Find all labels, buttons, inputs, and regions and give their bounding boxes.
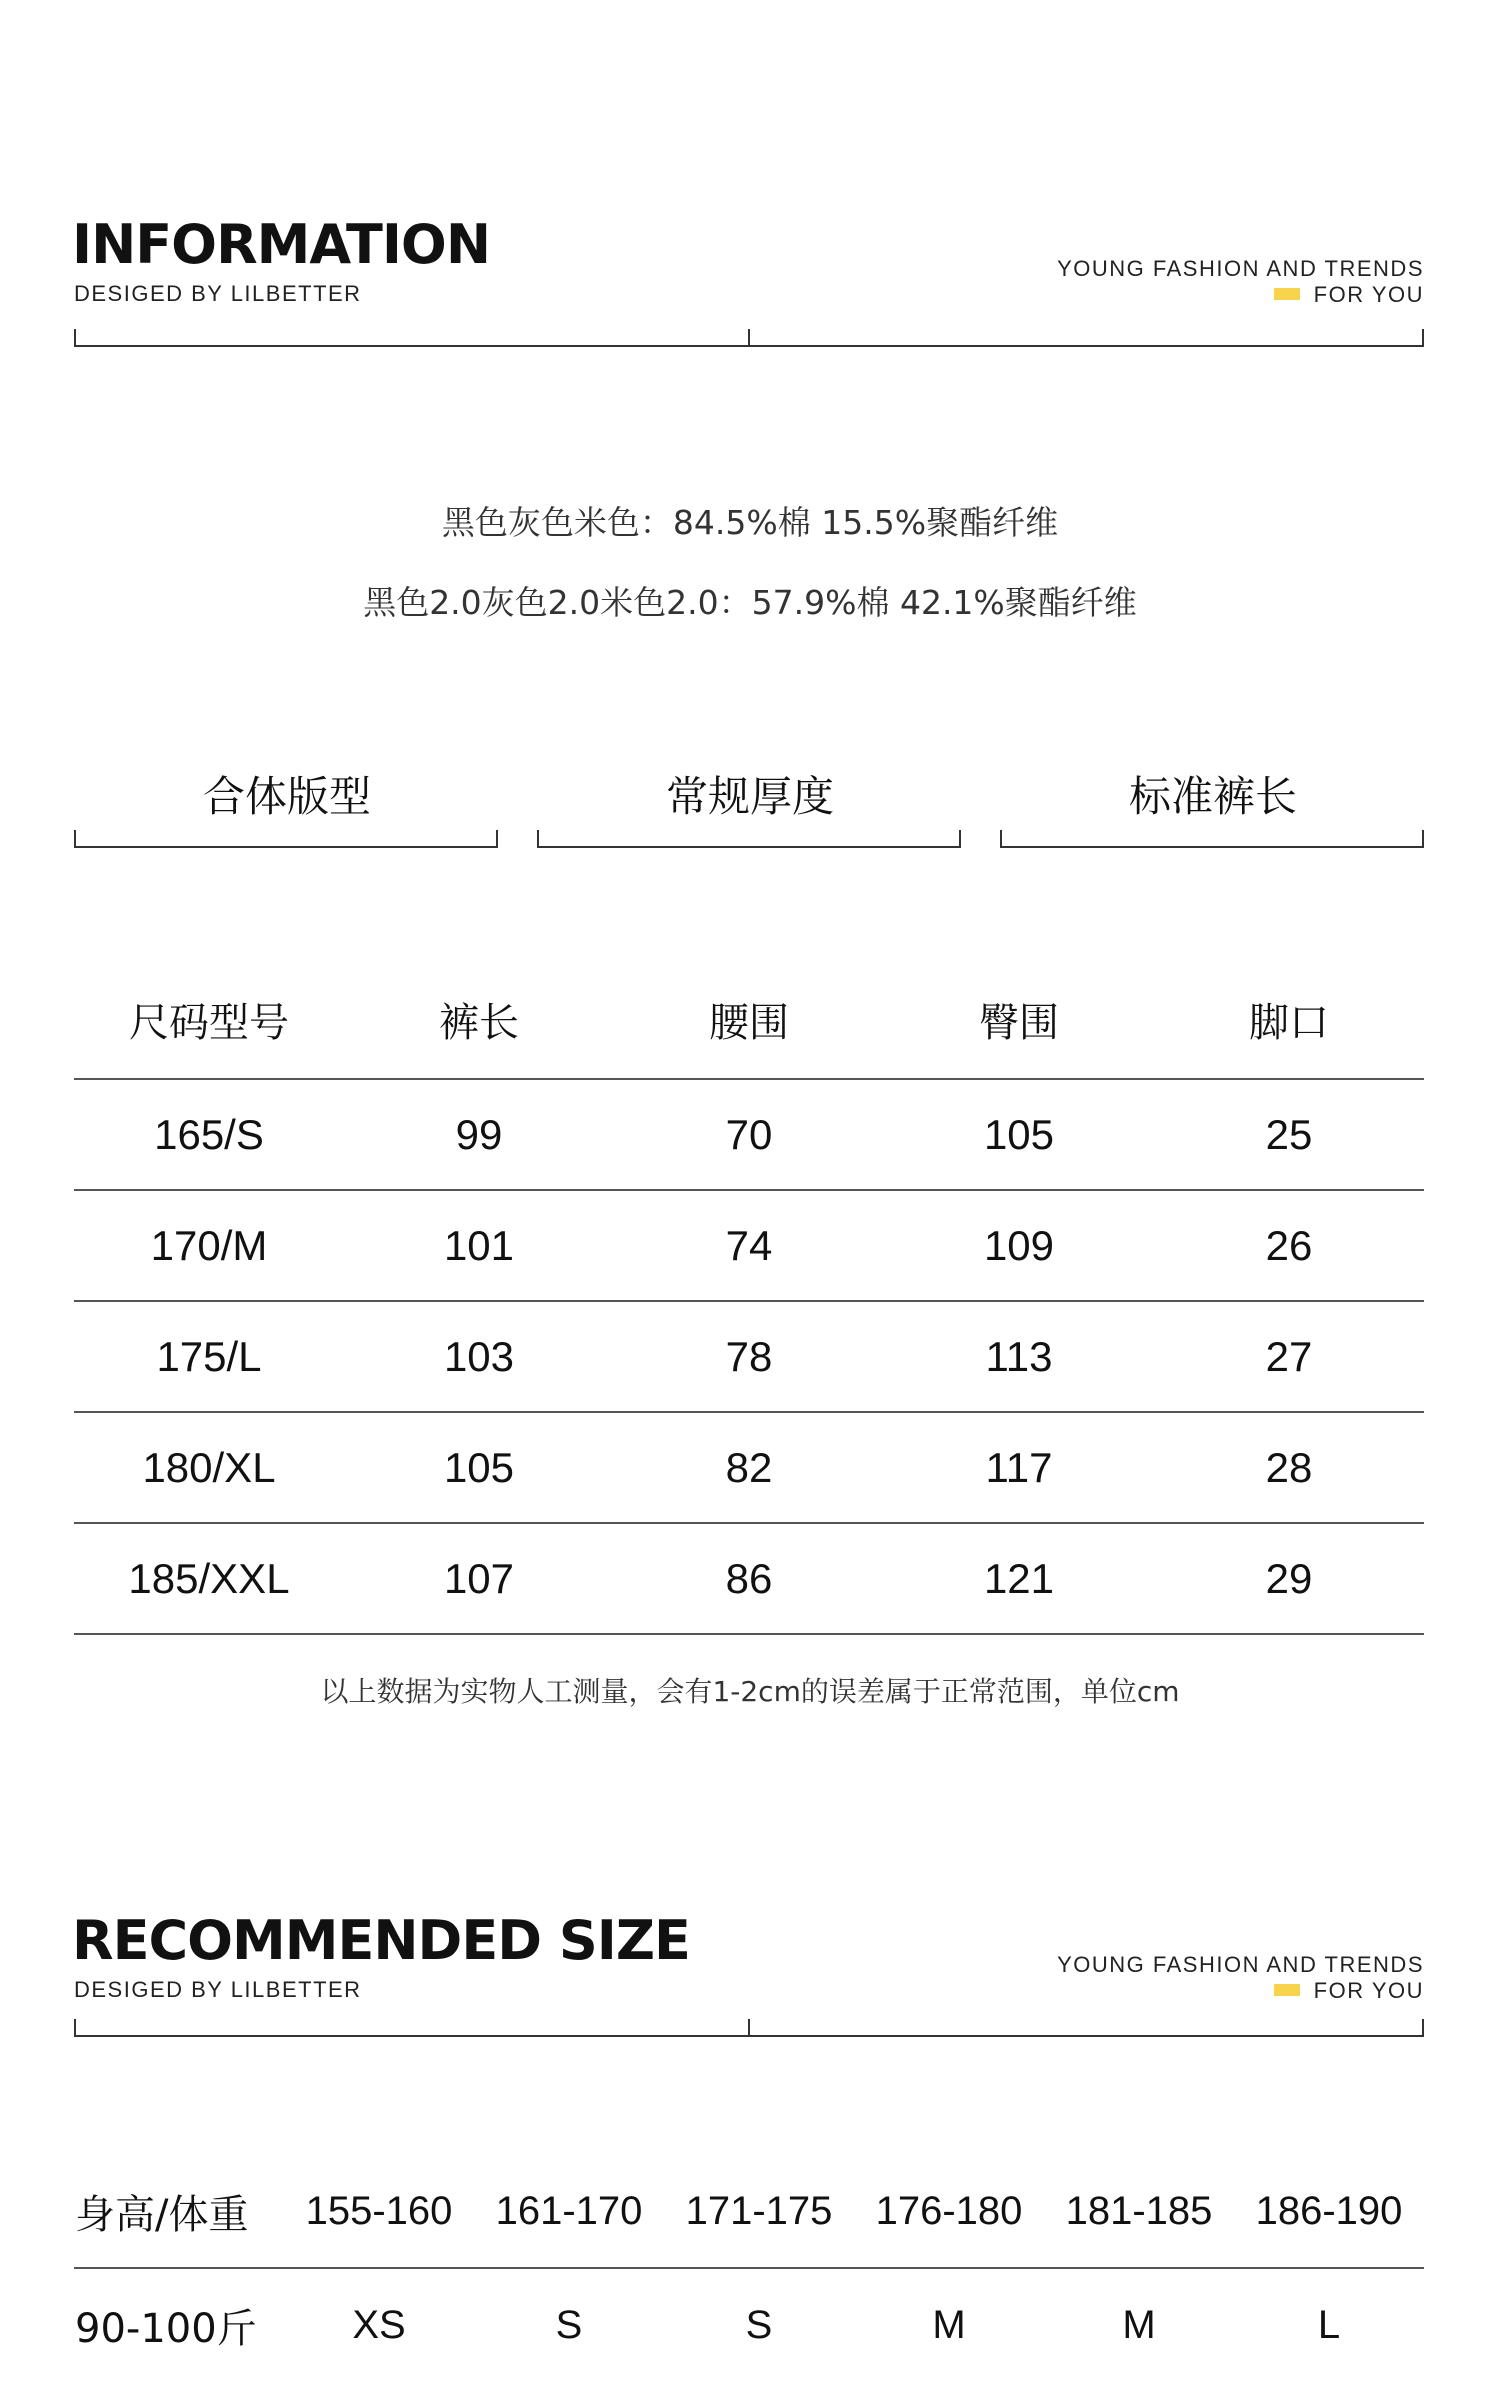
feature-length-bracket [1000,830,1424,848]
header-length: 裤长 [439,999,519,1046]
size-table [74,960,1424,1635]
feature-thickness-bracket [537,830,961,848]
recommended-size: L [1317,2302,1341,2347]
recommended-size: S [745,2302,773,2347]
cell-hip: 105 [983,1110,1055,1158]
recommend-header-row [74,2155,1424,2268]
rec-title: RECOMMENDED SIZE [72,1909,690,1972]
cell-size: 175/L [156,1332,262,1380]
cell-hip: 109 [983,1221,1055,1269]
cell-waist: 82 [725,1443,773,1491]
height-range: 181-185 [1065,2188,1213,2233]
measurement-note: 以上数据为实物人工测量，会有1-2cm的误差属于正常范围，单位cm [320,1675,1180,1708]
cell-size: 165/S [154,1110,264,1158]
height-range: 161-170 [495,2188,643,2233]
info-bracket-tick [748,329,750,347]
cell-size: 180/XL [142,1443,276,1491]
recommended-size: M [1122,2302,1156,2347]
cell-length: 105 [443,1443,515,1491]
feature-length: 标准裤长 [1128,772,1297,821]
height-range: 186-190 [1255,2188,1403,2233]
cell-hem: 27 [1265,1332,1313,1380]
cell-waist: 70 [725,1110,773,1158]
rec-tag-line1: YOUNG FASHION AND TRENDS [1057,1952,1424,1977]
height-weight-label: 身高/体重 [75,2191,249,2238]
table-row [74,2268,1424,2381]
cell-length: 99 [455,1110,503,1158]
weight-range: 90-100斤 [75,2305,257,2352]
cell-length: 103 [443,1332,515,1380]
yellow-bar-icon [1274,1984,1300,1996]
table-row [74,1412,1424,1523]
table-row [74,1079,1424,1190]
cell-hip: 117 [985,1443,1053,1491]
rec-bracket-tick [748,2019,750,2037]
cell-waist: 86 [725,1554,773,1602]
cell-hem: 26 [1265,1221,1313,1269]
table-row [74,1523,1424,1634]
info-tag-line1: YOUNG FASHION AND TRENDS [1057,256,1424,281]
rec-tag-line2-text: FOR YOU [1313,1978,1424,2003]
material-line-1: 黑色灰色米色：84.5%棉 15.5%聚酯纤维 [441,503,1059,542]
feature-fit-bracket [74,830,498,848]
cell-hem: 29 [1265,1554,1313,1602]
header-waist: 腰围 [709,999,789,1046]
height-range: 155-160 [305,2188,453,2233]
cell-hem: 25 [1265,1110,1313,1158]
header-hem: 脚口 [1249,999,1329,1046]
cell-hip: 113 [985,1332,1053,1380]
recommended-size: M [932,2302,966,2347]
recommended-size: XS [352,2302,406,2347]
info-title: INFORMATION [72,213,491,276]
feature-fit: 合体版型 [202,772,371,821]
cell-size: 185/XXL [128,1554,290,1602]
info-tag-line2 [1274,282,1424,308]
info-tag-line2-text: FOR YOU [1313,282,1424,307]
size-table-header-row [74,960,1424,1079]
rec-subtitle: DESIGED BY LILBETTER [74,1977,362,2002]
yellow-bar-icon [1274,288,1300,300]
cell-hip: 121 [983,1554,1055,1602]
header-hip: 臀围 [979,999,1059,1046]
cell-waist: 78 [725,1332,773,1380]
rec-tag-line2 [1274,1978,1424,2004]
cell-waist: 74 [725,1221,773,1269]
material-line-2: 黑色2.0灰色2.0米色2.0：57.9%棉 42.1%聚酯纤维 [363,583,1137,622]
height-range: 171-175 [685,2188,833,2233]
info-subtitle: DESIGED BY LILBETTER [74,281,362,306]
header-size: 尺码型号 [129,999,289,1046]
recommended-size: S [555,2302,583,2347]
cell-length: 107 [443,1554,515,1602]
height-range: 176-180 [875,2188,1023,2233]
table-row [74,1190,1424,1301]
table-row [74,1301,1424,1412]
cell-hem: 28 [1265,1443,1313,1491]
cell-length: 101 [443,1221,515,1269]
cell-size: 170/M [150,1221,268,1269]
recommend-table [74,2155,1424,2381]
feature-thickness: 常规厚度 [665,772,834,821]
